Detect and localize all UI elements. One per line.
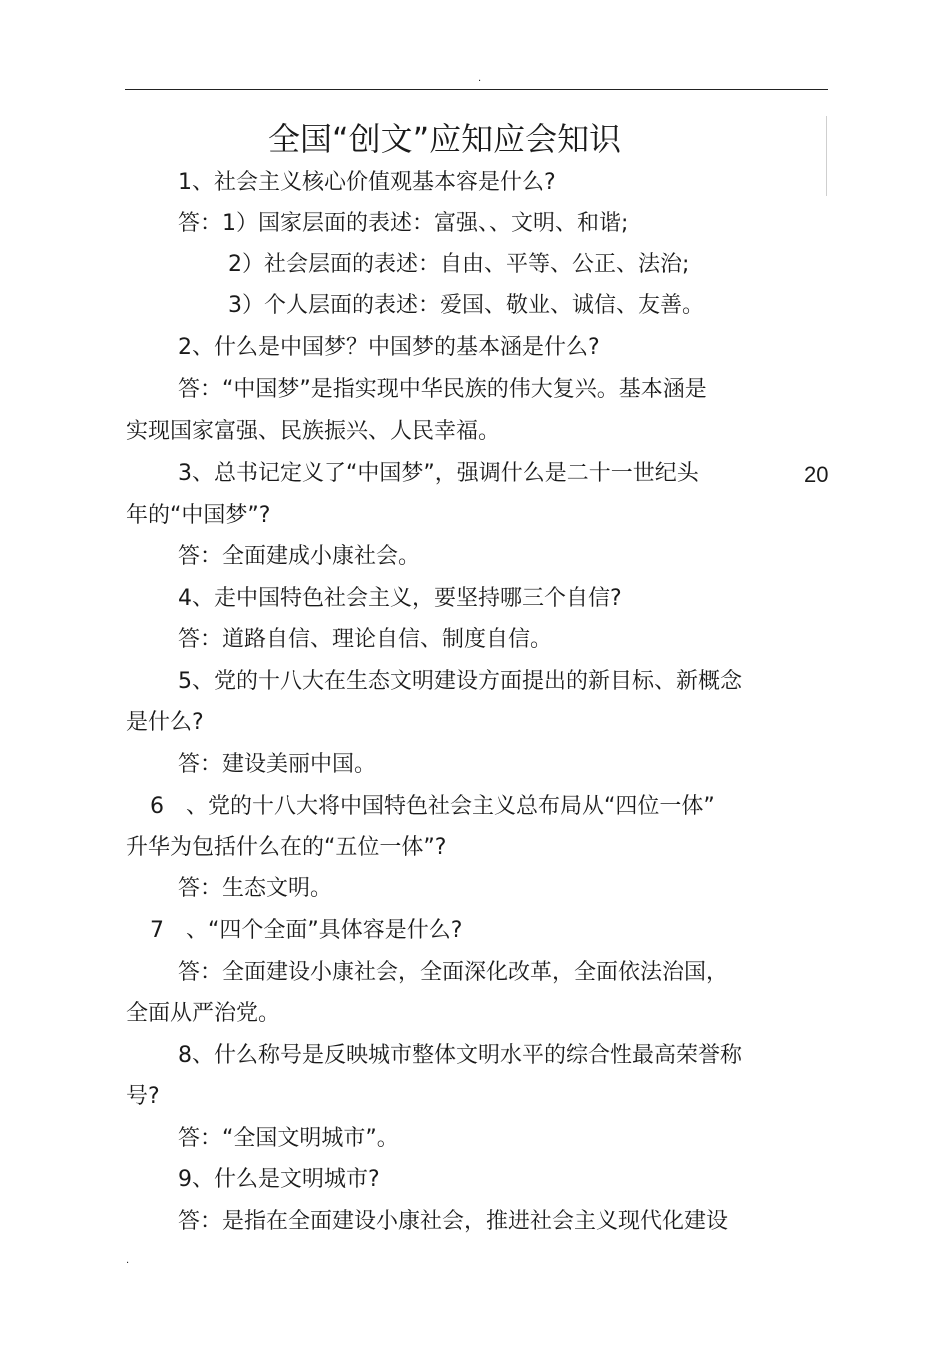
question-2: 2、什么是中国梦？中国梦的基本涵是什么? <box>178 335 600 360</box>
answer-4: 答：道路自信、理论自信、制度自信。 <box>178 627 553 652</box>
answer-2-line-1: 答：“中国梦”是指实现中华民族的伟大复兴。基本涵是 <box>178 377 707 402</box>
question-3-number: 20 <box>804 462 829 487</box>
question-3-line-2: 年的“中国梦”? <box>126 503 271 528</box>
header-dot: . <box>478 73 482 84</box>
question-6-line-1: 6 、党的十八大将中国特色社会主义总布局从“四位一体” <box>150 794 715 819</box>
answer-6: 答：生态文明。 <box>178 876 333 901</box>
question-5-line-2: 是什么? <box>126 710 204 735</box>
answer-9: 答：是指在全面建设小康社会，推进社会主义现代化建设 <box>178 1209 729 1234</box>
footer-dot: . <box>126 1255 130 1266</box>
answer-1-line-3: 3）个人层面的表述：爱国、敬业、诚信、友善。 <box>228 293 704 318</box>
question-9: 9、什么是文明城市? <box>178 1167 380 1192</box>
question-8-line-2: 号? <box>126 1084 160 1109</box>
question-1: 1、社会主义核心价值观基本容是什么? <box>178 170 556 195</box>
answer-7-line-1: 答：全面建设小康社会，全面深化改革，全面依法治国， <box>178 960 729 985</box>
header-rule <box>125 89 828 90</box>
answer-5: 答：建设美丽中国。 <box>178 752 377 777</box>
answer-1-line-1: 答：1）国家层面的表述：富强、、文明、和谐; <box>178 211 629 236</box>
question-4: 4、走中国特色社会主义，要坚持哪三个自信? <box>178 586 622 611</box>
answer-2-line-2: 实现国家富强、民族振兴、人民幸福。 <box>126 419 501 444</box>
margin-line <box>826 116 827 196</box>
question-5-line-1: 5、党的十八大在生态文明建设方面提出的新目标、新概念 <box>178 669 742 694</box>
answer-7-line-2: 全面从严治党。 <box>126 1001 281 1026</box>
page-title: 全国“创文”应知应会知识 <box>268 120 622 158</box>
question-8-line-1: 8、什么称号是反映城市整体文明水平的综合性最高荣誉称 <box>178 1043 742 1068</box>
question-3-line-1: 3、总书记定义了“中国梦”，强调什么是二十一世纪头 <box>178 461 699 486</box>
answer-8: 答：“全国文明城市”。 <box>178 1126 399 1151</box>
question-6-line-2: 升华为包括什么在的“五位一体”? <box>126 835 447 860</box>
answer-3: 答：全面建成小康社会。 <box>178 544 421 569</box>
question-7: 7 、“四个全面”具体容是什么? <box>150 918 463 943</box>
answer-1-line-2: 2）社会层面的表述：自由、平等、公正、法治; <box>228 252 690 277</box>
